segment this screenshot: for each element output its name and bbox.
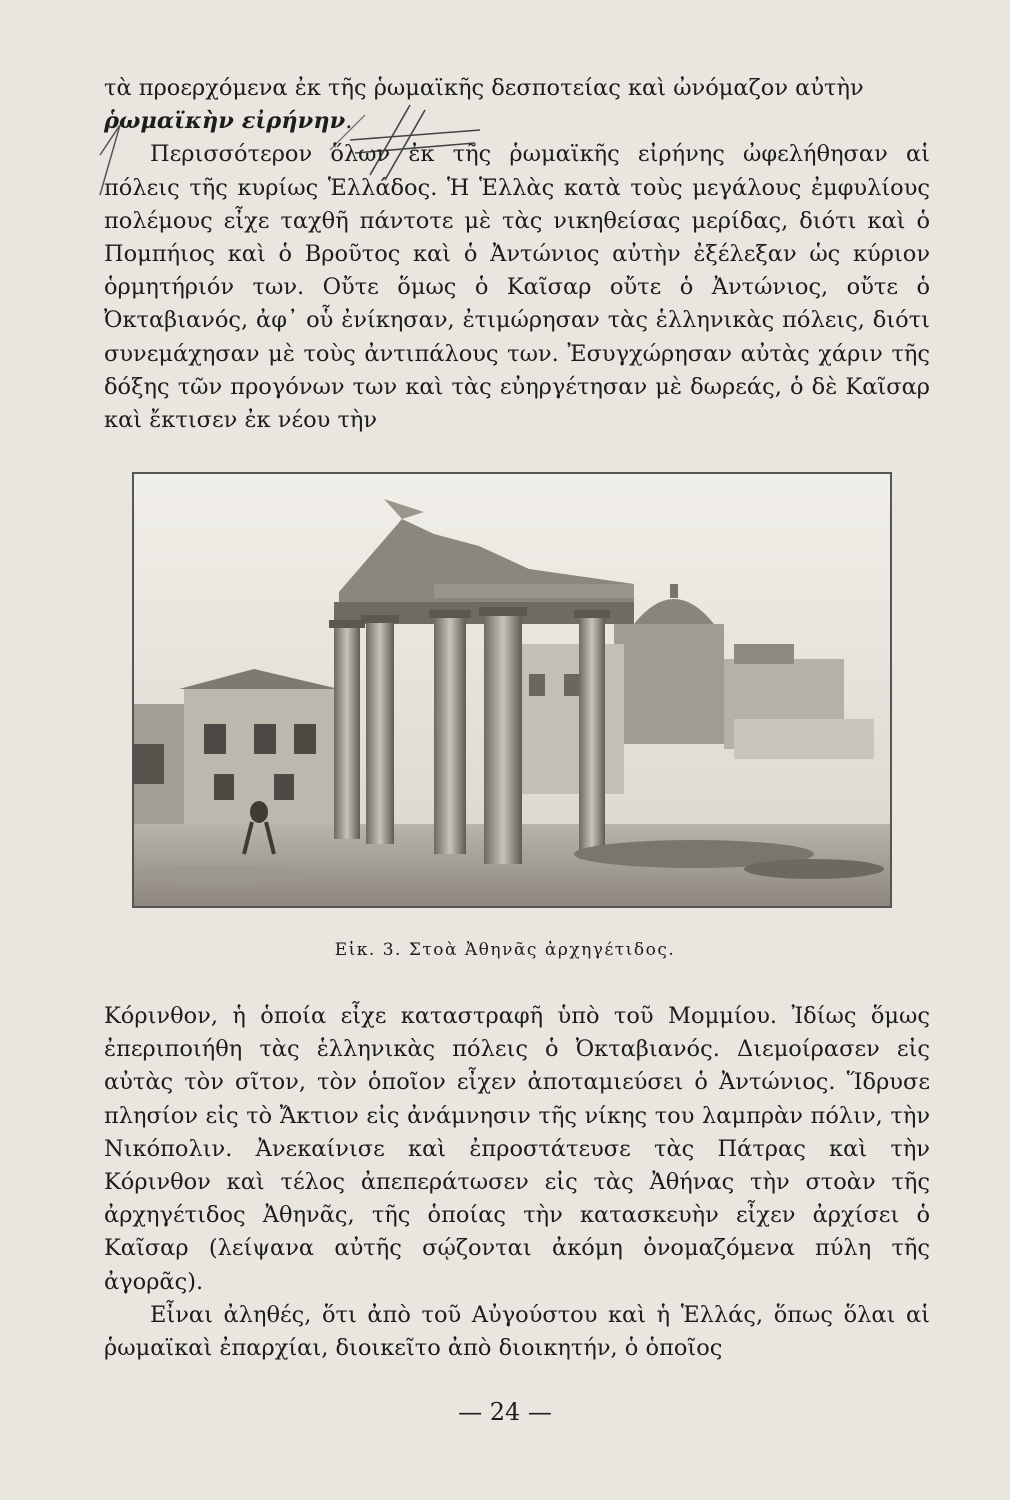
figure-caption: Εἰκ. 3. Στοὰ Ἀθηνᾶς ἀρχηγέτιδος. xyxy=(334,940,676,960)
paragraph-4: Εἶναι ἀληθές, ὅτι ἀπὸ τοῦ Αὐγούστου καὶ ἡ Ἑλλάς, ὅπως ὅλαι αἱ ῥωμαϊκαὶ ἐπαρχίαι, διοικεῖτο ἀπὸ διοικητήν, ὁ ὁποῖος xyxy=(104,1301,930,1362)
paragraph-3: Κόρινθον, ἡ ὁποία εἶχε καταστραφῆ ὑπὸ τοῦ Μομμίου. Ἰδίως ὅμως ἐπεριποιήθη τὰς ἑλληνικὰς πόλεις ὁ Ὀκταβιανός. Διεμοίρασεν εἰς αὐτὰς τὸν σῖτον, τὸν ὁποῖον εἶχεν ἀποταμιεύσει ὁ Ἀντώνιος. Ἵδρυσε πλησίον εἰς τὸ Ἄκτιον εἰς ἀνάμνησιν τῆς νίκης του λαμπρὰν πόλιν, τὴν Νικόπολιν. Ἀνεκαίνισε καὶ ἐπροστάτευσε τὰς Πάτρας καὶ τὴν Κόρινθον καὶ τέλος ἀπεπεράτωσεν εἰς τὰς Ἀθήνας τὴν στοὰν τῆς ἀρχηγέτιδος Ἀθηνᾶς, τῆς ὁποίας τὴν κατασκευὴν εἶχεν ἀρχίσει ὁ Καῖσαρ (λείψανα αὐτῆς σῴζονται ἀκόμη ὀνομαζόμενα πύλη τῆς ἀγορᾶς). xyxy=(104,1003,930,1295)
text-block-bottom xyxy=(104,1000,930,1365)
paragraph-1-end: . xyxy=(345,108,353,135)
stoa-photograph xyxy=(134,474,890,906)
text-block-top xyxy=(104,72,930,437)
paragraph-2: Περισσότερον ὅλων ἐκ τῆς ῥωμαϊκῆς εἰρήνης ὠφελήθησαν αἱ πόλεις τῆς κυρίως Ἑλλάδος. Ἡ Ἑλλὰς κατὰ τοὺς μεγάλους ἐμφυλίους πολέμους εἶχε ταχθῆ πάντοτε μὲ τὰς νικηθείσας μερίδας, διότι καὶ ὁ Πομπήιος καὶ ὁ Βροῦτος καὶ ὁ Ἀντώνιος αὐτὴν ἐξέλεξαν ὡς κύριον ὁρμητήριόν των. Οὔτε ὅμως ὁ Καῖσαρ οὔτε ὁ Ἀντώνιος, οὔτε ὁ Ὀκταβιανός, ἀφ᾽ οὗ ἐνίκησαν, ἐτιμώρησαν τὰς ἑλληνικὰς πόλεις, διότι συνεμάχησαν μὲ τοὺς ἀντιπάλους των. Ἐσυγχώρησαν αὐτὰς χάριν τῆς δόξης τῶν προγόνων των καὶ τὰς εὐηργέτησαν μὲ δωρεάς, ὁ δὲ Καῖσαρ καὶ ἔκτισεν ἐκ νέου τὴν xyxy=(104,141,930,434)
paragraph-1-text: τὰ προερχόμενα ἐκ τῆς ῥωμαϊκῆς δεσποτείας καὶ ὠνόμαζον αὐτὴν xyxy=(104,75,864,101)
page-number: — 24 — xyxy=(458,1398,552,1426)
emphasis-roman-peace: ῥωμαϊκὴν εἰρήνην xyxy=(104,108,346,135)
paragraph-1 xyxy=(104,72,930,138)
figure-photograph xyxy=(132,472,892,908)
